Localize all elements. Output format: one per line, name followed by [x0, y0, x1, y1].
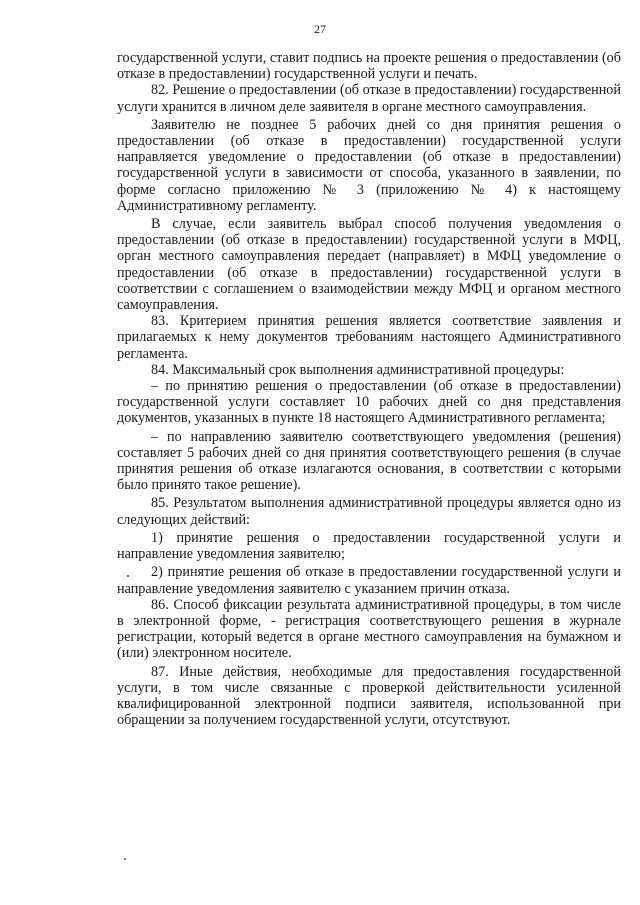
document-body — [117, 50, 621, 728]
list-item-decision-term: – по принятию решения о предоставлении (об отказе в предоставлении) государственной услуги составляет 10 рабочих дней со дня представления документов, указанных в пункте 18 настоящего Административного регламента; — [117, 378, 621, 427]
paragraph-86: 86. Способ фиксации результата административной процедуры, в том числе в электронной форме, - регистрация соответствующего решения в журнале регистрации, который ведется в органе местного самоуправления на бумажном и (или) электронном носителе. — [117, 596, 621, 662]
paragraph-83: 83. Критерием принятия решения является соответствие заявления и прилагаемых к нему документов требованиям настоящего Административного регламента. — [117, 313, 621, 362]
paragraph-continuation: государственной услуги, ставит подпись на проекте решения о предоставлении (об отказе в предоставлении) государственной услуги и печать. — [117, 50, 621, 83]
paragraph-85: 85. Результатом выполнения административной процедуры является одно из следующих действий: — [117, 495, 621, 528]
list-item-grant-decision: 1) принятие решения о предоставлении государственной услуги и направление уведомления заявителю; — [117, 529, 621, 563]
scan-speck — [127, 575, 129, 577]
paragraph-82: 82. Решение о предоставлении (об отказе в предоставлении) государственной услуги хранится в личном деле заявителя в органе местного самоуправления. — [117, 82, 621, 115]
paragraph-notification: Заявителю не позднее 5 рабочих дней со дня принятия решения о предоставлении (об отказе в предоставлении) государственной услуги направляется уведомление о предоставлении (об отказе в предоставлении) государственной услуги в зависимости от способа, указанного в заявлении, по форме согласно приложению № 3 (приложению № 4) к настоящему Административному регламенту. — [117, 116, 621, 214]
page-number: 27 — [314, 22, 326, 36]
list-item-notification-term: – по направлению заявителю соответствующего уведомления (решения) составляет 5 рабочих дней со дня принятия соответствующего решения (в случае принятия решения об отказе излагаются основания, в соответствии с которыми было принято такое решение). — [117, 428, 621, 494]
paragraph-mfc: В случае, если заявитель выбрал способ получения уведомления о предоставлении (об отказе в предоставлении) государственной услуги в МФЦ, орган местного самоуправления передает (направляет) в МФЦ уведомление о предоставлении (об отказе в предоставлении) государственной услуги в соответствии с соглашением о взаимодействии между МФЦ и органом местного самоуправления. — [117, 216, 621, 314]
paragraph-87: 87. Иные действия, необходимые для предоставления государственной услуги, в том числе связанные с проверкой действительности усиленной квалифицированной электронной подписи заявителя, использованной при обращении за получением государственной услуги, отсутствуют. — [117, 663, 621, 729]
scan-speck — [124, 858, 126, 860]
paragraph-84: 84. Максимальный срок выполнения административной процедуры: — [151, 361, 565, 378]
list-item-refusal-decision: 2) принятие решения об отказе в предоставлении государственной услуги и направление уведомления заявителю с указанием причин отказа. — [117, 564, 621, 597]
